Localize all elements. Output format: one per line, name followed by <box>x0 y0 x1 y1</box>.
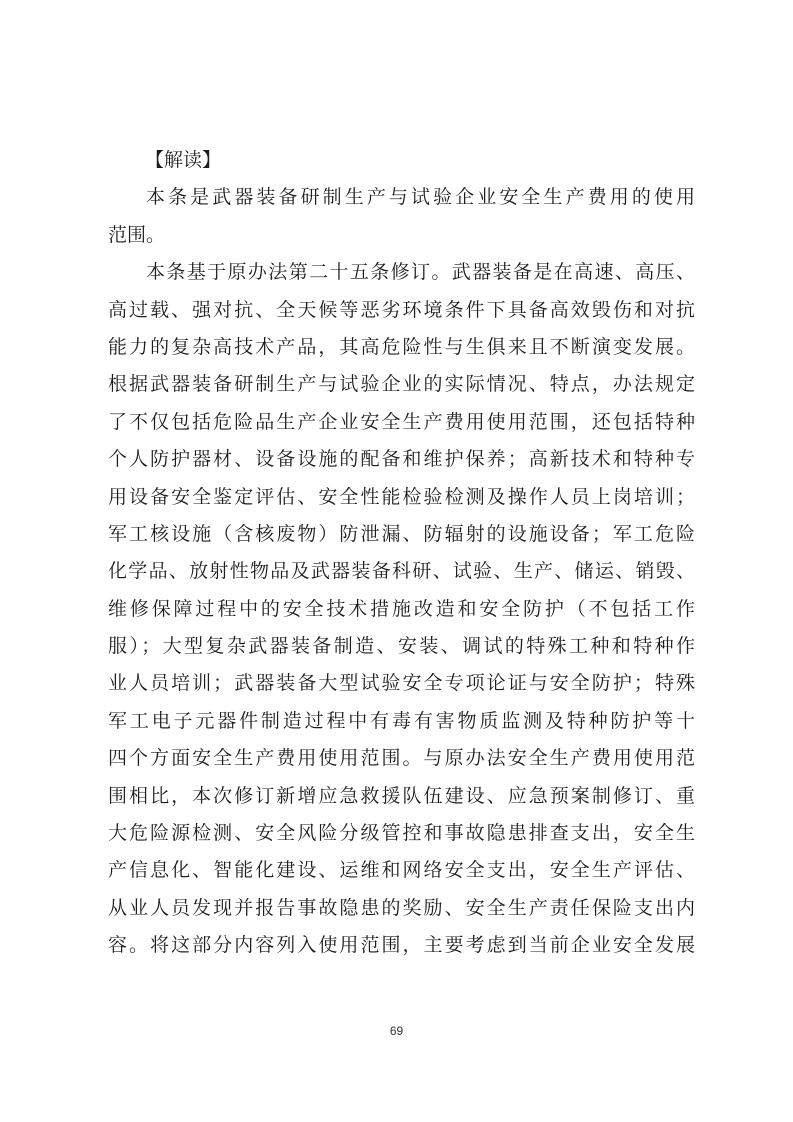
paragraph-line: 能力的复杂高技术产品，其高危险性与生俱来且不断演变发展。 <box>108 335 695 358</box>
paragraph-line: 本条是武器装备研制生产与试验企业安全生产费用的使用 <box>146 186 695 209</box>
paragraph-line: 围相比，本次修订新增应急救援队伍建设、应急预案制修订、重 <box>108 784 695 807</box>
paragraph-line: 从业人员发现并报告事故隐患的奖励、安全生产责任保险支出内 <box>108 896 695 919</box>
paragraph-line: 容。将这部分内容列入使用范围，主要考虑到当前企业安全发展 <box>108 934 695 957</box>
paragraph-line: 范围。 <box>108 223 166 246</box>
paragraph-line: 军工电子元器件制造过程中有毒有害物质监测及特种防护等十 <box>108 709 695 732</box>
paragraph-line: 本条基于原办法第二十五条修订。武器装备是在高速、高压、 <box>146 261 695 284</box>
section-heading: 【解读】 <box>145 149 222 171</box>
document-body <box>108 142 695 965</box>
paragraph-line: 四个方面安全生产费用使用范围。与原办法安全生产费用使用范 <box>108 747 695 770</box>
paragraph-line: 用设备安全鉴定评估、安全性能检验检测及操作人员上岗培训； <box>108 485 695 508</box>
paragraph-line: 化学品、放射性物品及武器装备科研、试验、生产、储运、销毁、 <box>108 560 695 583</box>
paragraph-line: 大危险源检测、安全风险分级管控和事故隐患排查支出，安全生 <box>108 822 695 845</box>
paragraph-line: 军工核设施（含核废物）防泄漏、防辐射的设施设备；军工危险 <box>108 522 695 545</box>
paragraph-line: 了不仅包括危险品生产企业安全生产费用使用范围，还包括特种 <box>108 410 695 433</box>
paragraph-line: 产信息化、智能化建设、运维和网络安全支出，安全生产评估、 <box>108 859 695 882</box>
paragraph-1 <box>108 179 695 254</box>
paragraph-line: 高过载、强对抗、全天候等恶劣环境条件下具备高效毁伤和对抗 <box>108 298 695 321</box>
paragraph-line: 维修保障过程中的安全技术措施改造和安全防护（不包括工作 <box>108 597 695 620</box>
paragraph-line: 服）；大型复杂武器装备制造、安装、调试的特殊工种和特种作 <box>108 635 695 658</box>
paragraph-line: 根据武器装备研制生产与试验企业的实际情况、特点，办法规定 <box>108 373 695 396</box>
paragraph-line: 业人员培训；武器装备大型试验安全专项论证与安全防护；特殊 <box>108 672 695 695</box>
paragraph-2 <box>108 254 695 964</box>
paragraph-line: 个人防护器材、设备设施的配备和维护保养；高新技术和特种专 <box>108 448 695 471</box>
page-number: 69 <box>389 1024 404 1038</box>
